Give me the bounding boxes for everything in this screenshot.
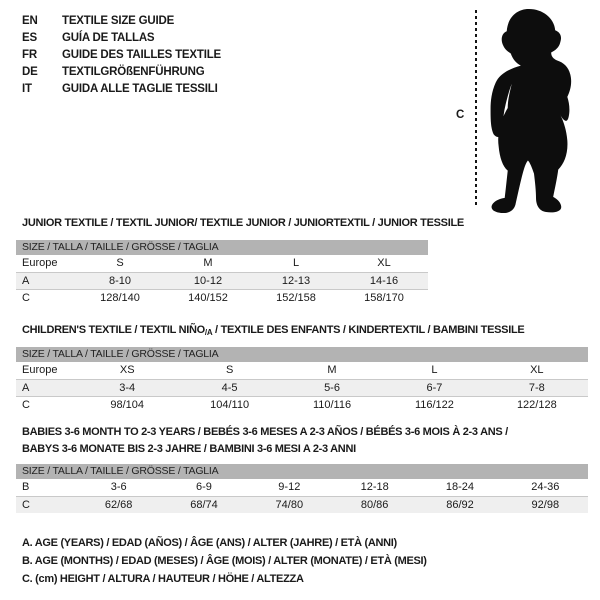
footnote-a: A. AGE (YEARS) / EDAD (AÑOS) / ÂGE (ANS) / ALTER (JAHRE) / ETÀ (ANNI) (22, 537, 397, 549)
babies-table-title (22, 424, 508, 458)
language-label: GUIDA ALLE TAGLIE TESSILI (62, 83, 218, 95)
value-cell: XL (530, 364, 544, 376)
value-cell: 92/98 (531, 499, 560, 511)
value-cell: 86/92 (446, 499, 474, 511)
size-header-bar: SIZE / TALLA / TAILLE / GRÖSSE / TAGLIA (16, 240, 428, 255)
babies-table-title-line1: BABIES 3-6 MONTH TO 2-3 YEARS / BEBÉS 3-6 MESES A 2-3 AÑOS / BÉBÉS 3-6 MOIS À 2-3 ANS / (22, 426, 508, 438)
footnote-c: C. (cm) HEIGHT / ALTURA / HAUTEUR / HÖHE / ALTEZZA (22, 573, 304, 585)
language-label: TEXTILGRÖßENFÜHRUNG (62, 66, 205, 78)
size-header-bar: SIZE / TALLA / TAILLE / GRÖSSE / TAGLIA (16, 464, 588, 479)
table-row (16, 479, 588, 496)
table-row (16, 496, 588, 513)
table-row (16, 255, 428, 272)
value-cell: 74/80 (275, 499, 304, 511)
value-cell: S (225, 364, 234, 376)
language-header (22, 13, 221, 98)
height-reference-line (475, 10, 477, 208)
language-row (22, 30, 221, 47)
language-code: IT (22, 83, 32, 95)
height-figure (452, 5, 592, 215)
row-label-cell: Europe (22, 364, 58, 376)
children-size-table (16, 347, 588, 413)
row-label-cell: A (22, 275, 30, 287)
footnotes (22, 534, 427, 588)
footnote-b: B. AGE (MONTHS) / EDAD (MESES) / ÂGE (MOIS) / ALTER (MONATE) / ETÀ (MESI) (22, 555, 427, 567)
language-row (22, 13, 221, 30)
language-label: TEXTILE SIZE GUIDE (62, 15, 175, 27)
table-body (16, 255, 428, 306)
language-code: ES (22, 32, 37, 44)
value-cell: 68/74 (190, 499, 218, 511)
babies-table-title-line2: BABYS 3-6 MONATE BIS 2-3 JAHRE / BAMBINI 3-6 MESI A 2-3 ANNI (22, 443, 356, 455)
children-table-title-rest: / TEXTILE DES ENFANTS / KINDERTEXTIL / BAMBINI TESSILE (212, 324, 525, 336)
row-label-cell: C (22, 399, 30, 411)
table-row (16, 272, 428, 289)
value-cell: 110/116 (312, 399, 352, 411)
row-label-cell: C (22, 292, 30, 304)
value-cell: M (203, 257, 213, 269)
value-cell: 6-9 (196, 481, 212, 493)
value-cell: 104/110 (210, 399, 250, 411)
value-cell: 18-24 (445, 481, 475, 493)
table-row (16, 396, 588, 413)
value-cell: XL (377, 257, 391, 269)
value-cell: 158/170 (364, 292, 404, 304)
value-cell: 3-6 (110, 481, 127, 493)
value-cell: 140/152 (188, 292, 228, 304)
value-cell: 6-7 (426, 382, 443, 394)
value-cell: 3-4 (119, 382, 136, 394)
value-cell: 116/122 (414, 399, 454, 411)
language-code: EN (22, 15, 38, 27)
value-cell: S (116, 257, 124, 269)
children-table-title (22, 322, 524, 341)
value-cell: 80/86 (360, 499, 389, 511)
value-cell: 4-5 (221, 382, 238, 394)
table-body (16, 362, 588, 413)
table-row (16, 362, 588, 379)
babies-size-table (16, 464, 588, 513)
language-row (22, 81, 221, 98)
value-cell: 62/68 (104, 499, 133, 511)
value-cell: 12-13 (281, 275, 311, 287)
junior-size-table (16, 240, 428, 306)
value-cell: M (327, 364, 337, 376)
junior-table-title: JUNIOR TEXTILE / TEXTIL JUNIOR/ TEXTILE JUNIOR / JUNIORTEXTIL / JUNIOR TESSILE (22, 217, 464, 229)
value-cell: 7-8 (528, 382, 545, 394)
table-title-subscript: /A (204, 328, 213, 337)
language-label: GUÍA DE TALLAS (62, 32, 155, 44)
value-cell: 9-12 (278, 481, 301, 493)
language-row (22, 64, 221, 81)
value-cell: 10-12 (193, 275, 223, 287)
value-cell: 12-18 (360, 481, 389, 493)
table-body (16, 479, 588, 513)
row-label-cell: C (22, 499, 30, 511)
value-cell: XS (119, 364, 135, 376)
row-label-cell: Europe (22, 257, 58, 269)
value-cell: L (431, 364, 438, 376)
language-label: GUIDE DES TAILLES TEXTILE (62, 49, 221, 61)
value-cell: 122/128 (516, 399, 557, 411)
value-cell: 128/140 (100, 292, 140, 304)
table-row (16, 289, 428, 306)
row-label-cell: A (22, 382, 30, 394)
language-code: FR (22, 49, 37, 61)
value-cell: 24-36 (531, 481, 560, 493)
value-cell: 8-10 (108, 275, 132, 287)
size-header-bar: SIZE / TALLA / TAILLE / GRÖSSE / TAGLIA (16, 347, 588, 362)
table-row (16, 379, 588, 396)
row-label-cell: B (22, 481, 30, 493)
value-cell: L (292, 257, 300, 269)
height-label-c: C (456, 109, 465, 121)
language-row (22, 47, 221, 64)
value-cell: 14-16 (369, 275, 399, 287)
language-code: DE (22, 66, 38, 78)
value-cell: 152/158 (276, 292, 316, 304)
value-cell: 5-6 (324, 382, 340, 394)
children-table-title-main: CHILDREN'S TEXTILE / TEXTIL NIÑO (22, 324, 205, 336)
baby-silhouette-icon (490, 7, 580, 213)
value-cell: 98/104 (110, 399, 145, 411)
